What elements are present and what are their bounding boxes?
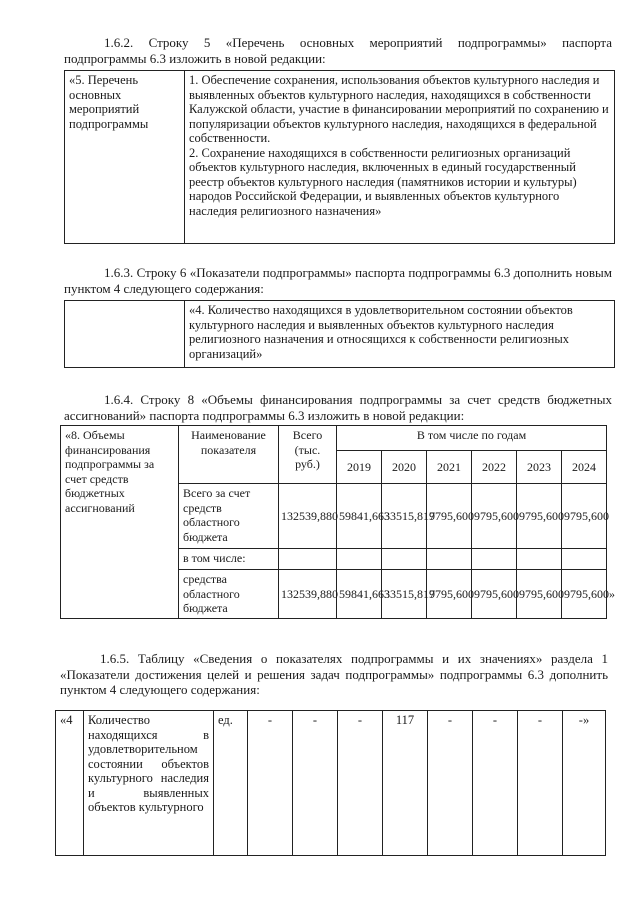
empty-cell — [337, 549, 382, 570]
value-cell: 33515,817 — [382, 484, 427, 549]
row-label: Всего за счет средств областного бюджета — [179, 484, 279, 549]
year-cell: 2021 — [427, 451, 472, 484]
table-row — [65, 71, 615, 244]
value-cell: - — [338, 711, 383, 856]
year-cell: 2024 — [562, 451, 607, 484]
empty-cell — [472, 549, 517, 570]
empty-cell — [562, 549, 607, 570]
value-cell: 9795,600 — [472, 484, 517, 549]
year-cell: 2019 — [337, 451, 382, 484]
header-years: В том числе по годам — [337, 426, 607, 451]
measure-item-2: 2. Сохранение находящихся в собственности религиозных организаций объектов культурного наследия, включенных в единый государственный реестр объектов культурного наследия (памятников истории и культуры) народов Российской Федерации, и выявленных объектов культурного наследия религиозного назначения» — [189, 145, 577, 218]
value-cell: - — [428, 711, 473, 856]
value-cell: 9795,600 — [517, 570, 562, 619]
paragraph-1-6-5: 1.6.5. Таблицу «Сведения о показателях подпрограммы и их значениях» раздела 1 «Показатели достижения целей и решения задач подпрограммы» подпрограммы 6.3 дополнить пунктом 4 следующего содержания: — [60, 651, 608, 697]
year-cell: 2020 — [382, 451, 427, 484]
value-cell: -» — [563, 711, 606, 856]
financing-label: «8. Объемы финансирования подпрограммы за счет средств бюджетных ассигнований — [61, 426, 179, 619]
year-cell: 2023 — [517, 451, 562, 484]
table-measures — [64, 70, 615, 244]
year-cell: 2022 — [472, 451, 517, 484]
table-indicator-values — [55, 710, 606, 856]
value-cell: - — [248, 711, 293, 856]
indicator-item: «4. Количество находящихся в удовлетворительном состоянии объектов культурного наследия и выявленных объектов культурного наследия религиозного назначения и относящихся к собственности религиозных организаций» — [185, 301, 615, 368]
paragraph-1-6-2: 1.6.2. Строку 5 «Перечень основных мероприятий подпрограммы» паспорта подпрограммы 6.3 изложить в новой редакции: — [64, 35, 612, 66]
value-cell: - — [473, 711, 518, 856]
empty-cell — [65, 301, 185, 368]
table-row — [56, 711, 606, 856]
value-cell: 59841,663 — [337, 484, 382, 549]
row-label: «5. Перечень основных мероприятий подпрограммы — [65, 71, 185, 244]
table-financing — [60, 425, 615, 619]
value-cell: - — [518, 711, 563, 856]
row-label: средства областного бюджета — [179, 570, 279, 619]
value-cell: 117 — [383, 711, 428, 856]
empty-cell — [382, 549, 427, 570]
indicator-name: Количество находящихся в удовлетворительном состоянии объектов культурного наследия и выявленных объектов культурного — [84, 711, 214, 856]
unit-cell: ед. — [214, 711, 248, 856]
item-number: «4 — [56, 711, 84, 856]
header-total: Всего (тыс. руб.) — [279, 426, 337, 484]
value-cell: 132539,880 — [279, 570, 337, 619]
measure-item-1: 1. Обеспечение сохранения, использования объектов культурного наследия и выявленных объектов культурного наследия, находящихся в собственности Калужской области, участие в финансировании мероприятий по сохранению и популяризации объектов культурного наследия, находящихся в федеральной собственности. — [189, 73, 609, 145]
table-row — [61, 426, 607, 451]
value-cell: 9795,600» — [562, 570, 607, 619]
empty-cell — [517, 549, 562, 570]
table-indicators — [64, 300, 615, 368]
value-cell: 33515,817 — [382, 570, 427, 619]
measures-list — [185, 71, 615, 244]
table-row — [65, 301, 615, 368]
empty-cell — [279, 549, 337, 570]
row-label: в том числе: — [179, 549, 279, 570]
paragraph-1-6-3: 1.6.3. Строку 6 «Показатели подпрограммы» паспорта подпрограммы 6.3 дополнить новым пунктом 4 следующего содержания: — [64, 265, 612, 296]
header-name: Наименование показателя — [179, 426, 279, 484]
paragraph-1-6-4: 1.6.4. Строку 8 «Объемы финансирования подпрограммы за счет средств бюджетных ассигнований» паспорта подпрограммы 6.3 изложить в новой редакции: — [64, 392, 612, 423]
value-cell: 9795,600 — [472, 570, 517, 619]
value-cell: 9795,600 — [517, 484, 562, 549]
value-cell: 59841,663 — [337, 570, 382, 619]
value-cell: 9795,600 — [427, 570, 472, 619]
empty-cell — [427, 549, 472, 570]
value-cell: 9795,600 — [562, 484, 607, 549]
value-cell: 9795,600 — [427, 484, 472, 549]
value-cell: - — [293, 711, 338, 856]
value-cell: 132539,880 — [279, 484, 337, 549]
